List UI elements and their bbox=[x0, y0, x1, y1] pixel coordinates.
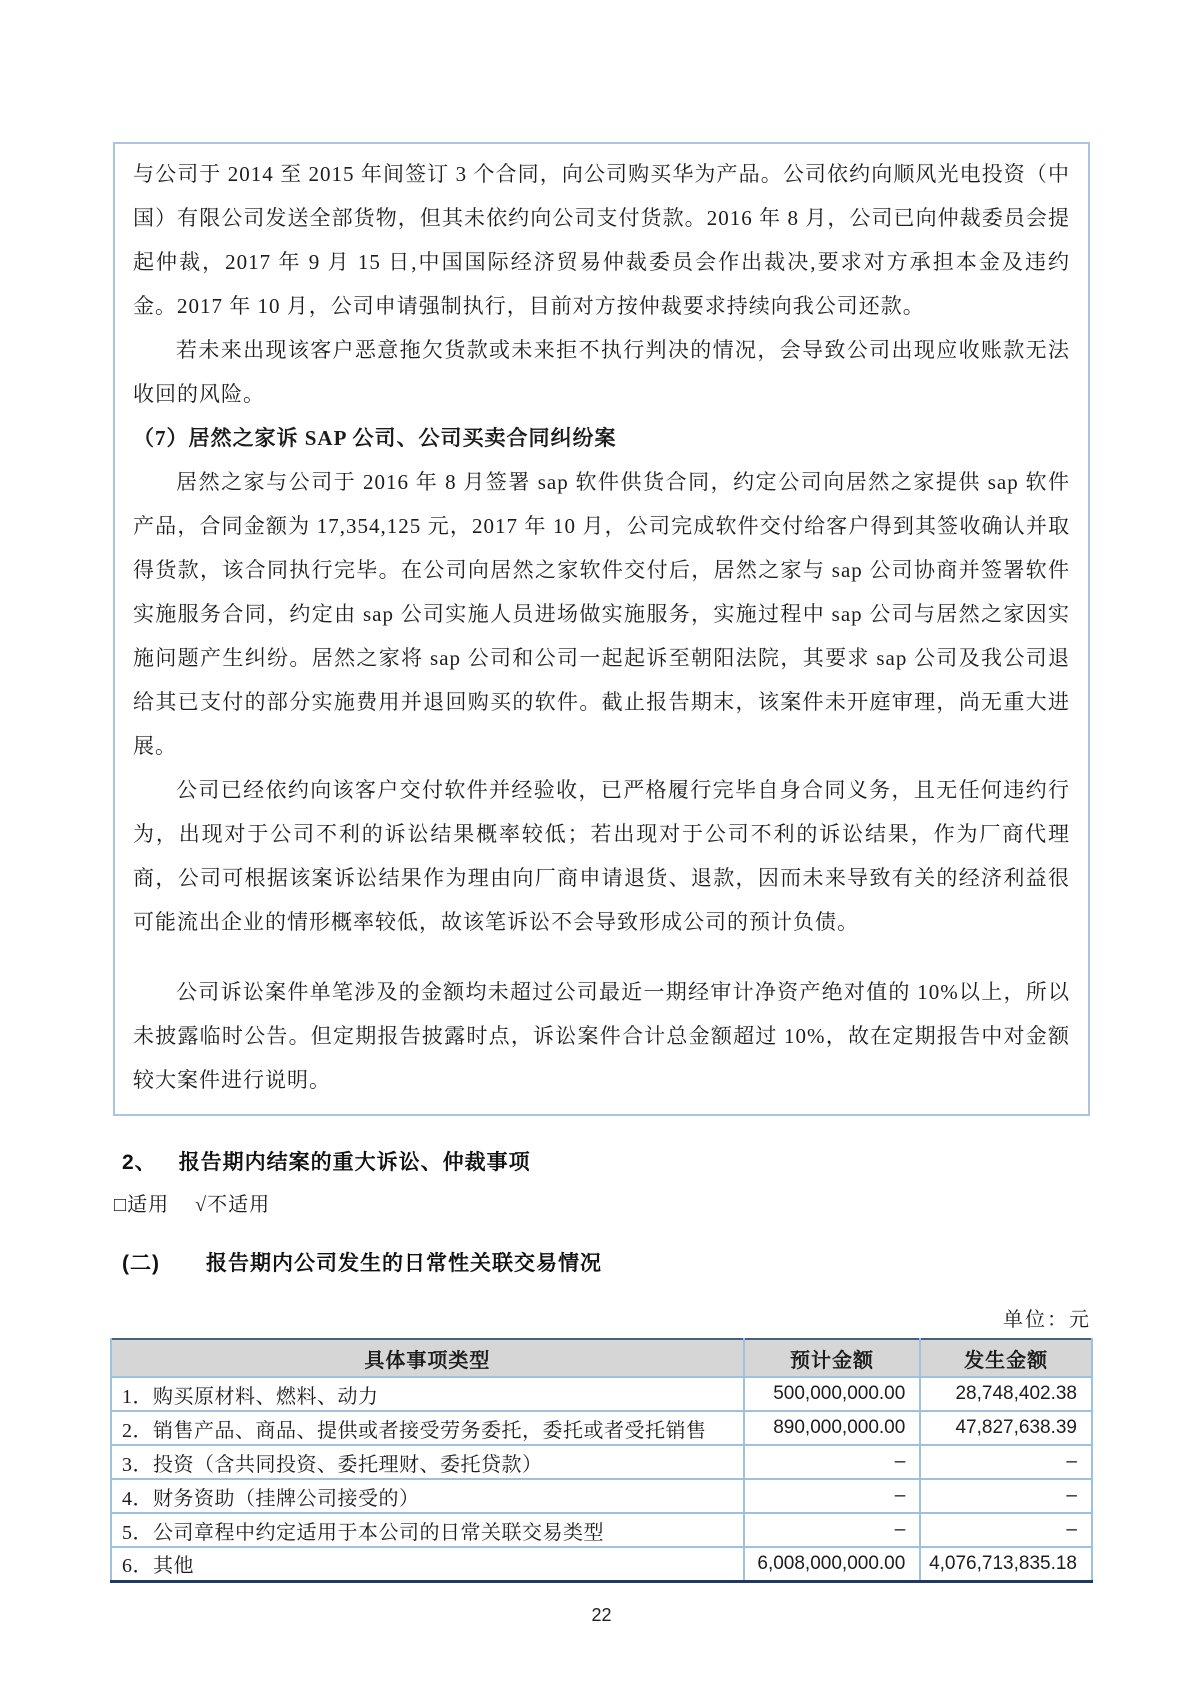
page-number: 22 bbox=[591, 1604, 612, 1625]
column-header-actual-amount: 发生金额 bbox=[920, 1339, 1092, 1377]
applicability-line bbox=[114, 1188, 1093, 1217]
cell-actual-amount: – bbox=[920, 1513, 1092, 1547]
table-header-row bbox=[111, 1339, 1092, 1377]
section-title: 报告期内公司发生的日常性关联交易情况 bbox=[206, 1252, 602, 1275]
not-applicable-option: √不适用 bbox=[195, 1194, 271, 1216]
cell-budget-amount: 890,000,000.00 bbox=[744, 1411, 921, 1445]
column-header-item-type: 具体事项类型 bbox=[111, 1339, 744, 1377]
cell-item-type: 1．购买原材料、燃料、动力 bbox=[111, 1377, 744, 1411]
table-row bbox=[111, 1445, 1092, 1479]
cell-actual-amount: – bbox=[920, 1445, 1092, 1479]
cell-item-type: 4．财务资助（挂牌公司接受的） bbox=[111, 1479, 744, 1513]
cell-actual-amount: 28,748,402.38 bbox=[920, 1377, 1092, 1411]
table-row bbox=[111, 1411, 1092, 1445]
litigation-text-box bbox=[113, 142, 1090, 1116]
column-header-budget-amount: 预计金额 bbox=[744, 1339, 921, 1377]
related-transactions-table bbox=[110, 1338, 1093, 1583]
cell-budget-amount: 6,008,000,000.00 bbox=[744, 1547, 921, 1581]
table-row bbox=[111, 1513, 1092, 1547]
paragraph: 公司已经依约向该客户交付软件并经验收，已严格履行完毕自身合同义务，且无任何违约行为，出现对于公司不利的诉讼结果概率较低；若出现对于公司不利的诉讼结果，作为厂商代理商，公司可根据该案诉讼结果作为理由向厂商申请退货、退款，因而未来导致有关的经济利益很可能流出企业的情形概率较低，故该笔诉讼不会导致形成公司的预计负债。 bbox=[133, 778, 1070, 934]
paragraph: 若未来出现该客户恶意拖欠货款或未来拒不执行判决的情况，会导致公司出现应收账款无法收回的风险。 bbox=[133, 338, 1070, 406]
table-row bbox=[111, 1547, 1092, 1581]
case-heading: （7）居然之家诉 SAP 公司、公司买卖合同纠纷案 bbox=[133, 426, 617, 450]
table-row bbox=[111, 1377, 1092, 1411]
cell-item-type: 3．投资（含共同投资、委托理财、委托贷款） bbox=[111, 1445, 744, 1479]
cell-item-type: 2．销售产品、商品、提供或者接受劳务委托，委托或者受托销售 bbox=[111, 1411, 744, 1445]
applicable-option: □适用 bbox=[114, 1194, 170, 1216]
cell-budget-amount: – bbox=[744, 1445, 921, 1479]
section-number: 2、 bbox=[122, 1151, 157, 1174]
section-heading-closed-litigation bbox=[122, 1146, 1093, 1176]
cell-budget-amount: – bbox=[744, 1513, 921, 1547]
cell-item-type: 6．其他 bbox=[111, 1547, 744, 1581]
cell-actual-amount: 4,076,713,835.18 bbox=[920, 1547, 1092, 1581]
section-number: (二) bbox=[122, 1252, 160, 1275]
paragraph: 公司诉讼案件单笔涉及的金额均未超过公司最近一期经审计净资产绝对值的 10%以上，所以未披露临时公告。但定期报告披露时点，诉讼案件合计总金额超过 10%，故在定期报告中对金额较大案件进行说明。 bbox=[133, 980, 1070, 1092]
section-title: 报告期内结案的重大诉讼、仲裁事项 bbox=[178, 1151, 531, 1174]
paragraph: 与公司于 2014 至 2015 年间签订 3 个合同，向公司购买华为产品。公司依约向顺风光电投资（中国）有限公司发送全部货物，但其未依约向公司支付货款。2016 年 8 月，公司已向仲裁委员会提起仲裁，2017 年 9 月 15 日,中国国际经济贸易仲裁委员会作出裁决,要求对方承担本金及违约金。2017 年 10 月，公司申请强制执行，目前对方按仲裁要求持续向我公司还款。 bbox=[133, 162, 1070, 318]
cell-budget-amount: – bbox=[744, 1479, 921, 1513]
cell-actual-amount: – bbox=[920, 1479, 1092, 1513]
table-row bbox=[111, 1479, 1092, 1513]
cell-actual-amount: 47,827,638.39 bbox=[920, 1411, 1092, 1445]
cell-budget-amount: 500,000,000.00 bbox=[744, 1377, 921, 1411]
cell-item-type: 5．公司章程中约定适用于本公司的日常关联交易类型 bbox=[111, 1513, 744, 1547]
document-page bbox=[110, 0, 1093, 1626]
paragraph: 居然之家与公司于 2016 年 8 月签署 sap 软件供货合同，约定公司向居然之家提供 sap 软件产品，合同金额为 17,354,125 元，2017 年 10 月，公司完成软件交付给客户得到其签收确认并取得货款，该合同执行完毕。在公司向居然之家软件交付后，居然之家与 sap 公司协商并签署软件实施服务合同，约定由 sap 公司实施人员进场做实施服务，实施过程中 sap 公司与居然之家因实施问题产生纠纷。居然之家将 sap 公司和公司一起起诉至朝阳法院，其要求 sap 公司及我公司退给其已支付的部分实施费用并退回购买的软件。截止报告期末，该案件未开庭审理，尚无重大进展。 bbox=[133, 470, 1070, 758]
unit-label: 单位：元 bbox=[1003, 1309, 1091, 1331]
section-heading-related-transactions bbox=[122, 1247, 1093, 1277]
